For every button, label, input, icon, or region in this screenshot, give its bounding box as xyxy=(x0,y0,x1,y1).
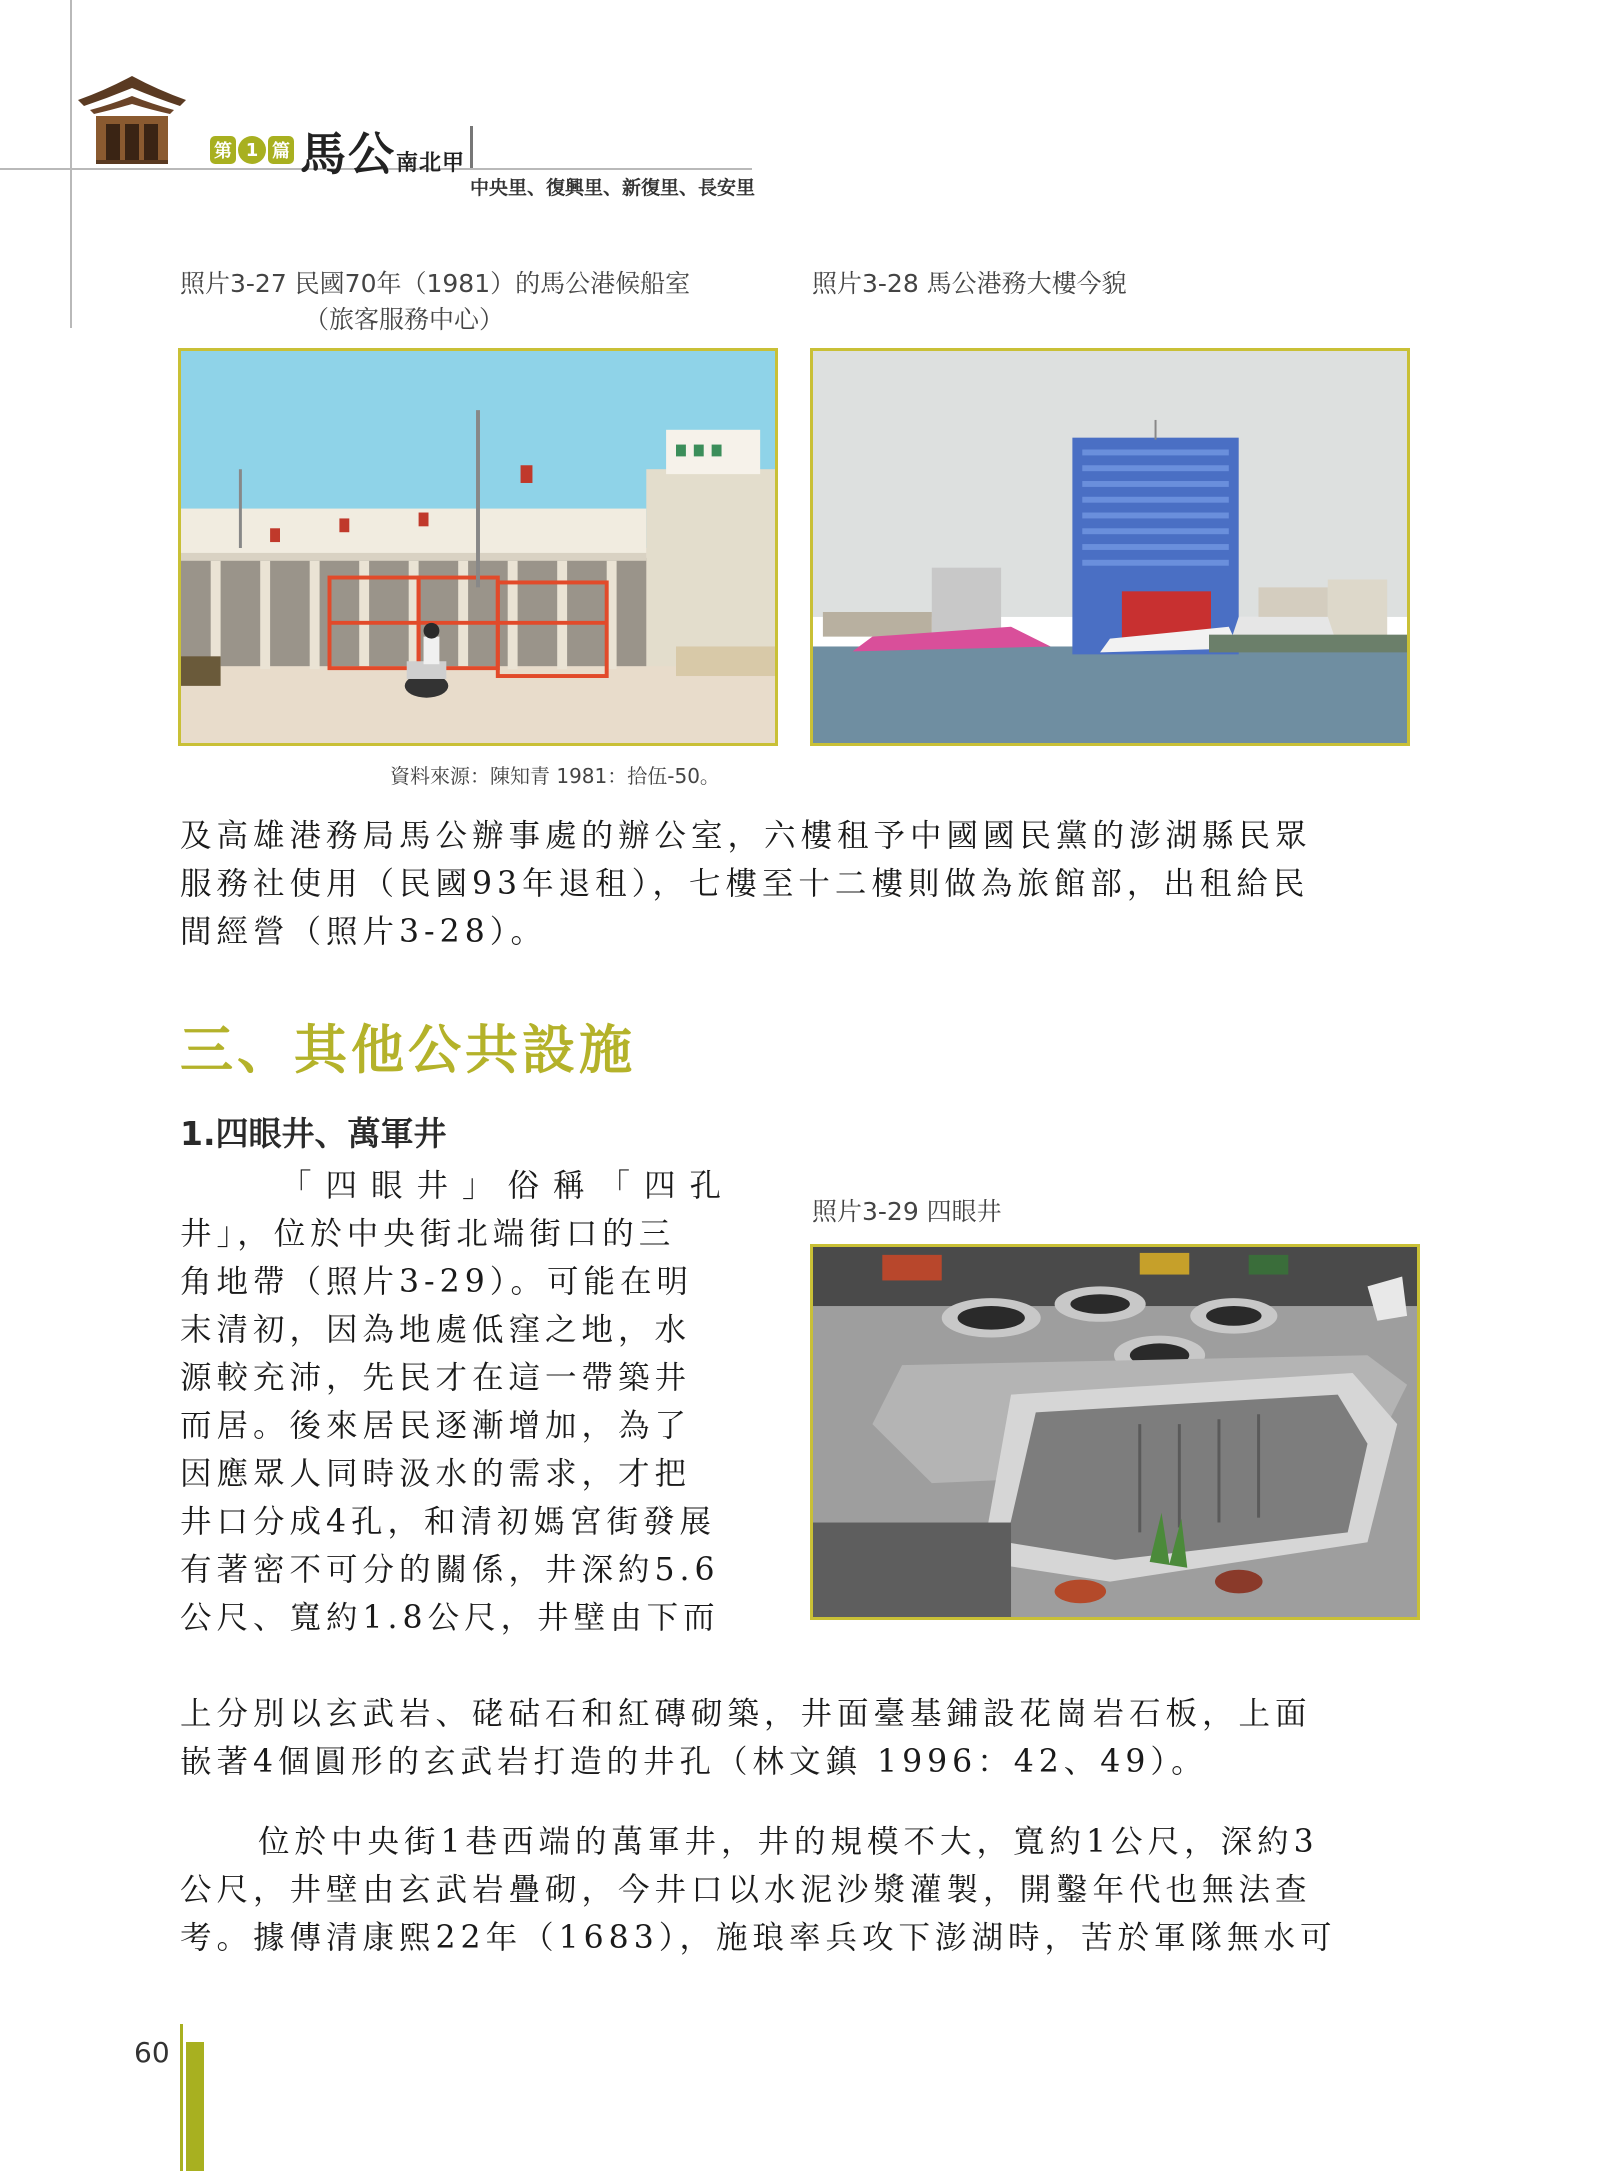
paragraph-2-line: 上分別以玄武岩、硓𥑮石和紅磚砌築，井面臺基鋪設花崗岩石板，上面 xyxy=(180,1696,1312,1732)
paragraph-2-line: 因應眾人同時汲水的需求，才把 xyxy=(180,1456,692,1492)
section-heading: 三、其他公共設施 xyxy=(180,1019,636,1081)
photo-3-28-image xyxy=(813,351,1407,743)
chapter-title-main: 馬公 xyxy=(300,127,396,181)
paragraph-2-line: 有著密不可分的關係，井深約5.6 xyxy=(180,1552,720,1588)
paragraph-1-line: 間經營（照片3-28）。 xyxy=(180,914,548,950)
page-number: 60 xyxy=(134,2036,170,2069)
paragraph-2-line: 源較充沛，先民才在這一帶築井 xyxy=(180,1360,692,1396)
chapter-badge-suffix: 篇 xyxy=(268,136,294,164)
photo-3-27-image xyxy=(181,351,775,743)
photo-3-28-port-building xyxy=(810,348,1410,746)
paragraph-1-line: 服務社使用（民國93年退租），七樓至十二樓則做為旅館部，出租給民 xyxy=(180,866,1310,902)
paragraph-3-line: 位於中央街1巷西端的萬軍井，井的規模不大，寬約1公尺，深約3 xyxy=(258,1824,1319,1860)
chapter-badge xyxy=(210,135,294,165)
temple-roof-icon xyxy=(76,66,188,164)
paragraph-1 xyxy=(180,812,1420,956)
chapter-subregions: 中央里、復興里、新復里、長安里 xyxy=(470,177,756,199)
paragraph-2-line: 公尺、寬約1.8公尺，井壁由下而 xyxy=(180,1600,720,1636)
paragraph-2-line: 「四眼井」俗稱「四孔 xyxy=(280,1168,736,1204)
paragraph-3-line: 考。據傳清康熙22年（1683），施琅率兵攻下澎湖時，苦於軍隊無水可 xyxy=(180,1920,1337,1956)
photo-3-27-caption xyxy=(180,266,690,338)
chapter-badge-number: 1 xyxy=(238,136,266,164)
chapter-title-divider xyxy=(470,126,473,168)
chapter-title xyxy=(300,118,465,184)
chapter-badge-prefix: 第 xyxy=(210,136,236,164)
header-vertical-rule xyxy=(70,0,72,328)
photo-3-28-caption: 照片3-28 馬公港務大樓今貌 xyxy=(812,269,1127,298)
photo-source: 資料來源：陳知青 1981：拾伍-50。 xyxy=(390,764,720,788)
photo-3-27-caption-line1: 照片3-27 民國70年（1981）的馬公港候船室 xyxy=(180,269,691,298)
photo-3-27-ferry-terminal xyxy=(178,348,778,746)
paragraph-2-line: 井」，位於中央街北端街口的三 xyxy=(180,1216,676,1252)
footer-rule xyxy=(186,2042,204,2171)
paragraph-2-line: 嵌著4個圓形的玄武岩打造的井孔（林文鎮 1996：42、49）。 xyxy=(180,1744,1208,1780)
photo-3-29-four-eye-well xyxy=(810,1244,1420,1620)
paragraph-2-narrow xyxy=(180,1162,780,1642)
photo-3-29-caption: 照片3-29 四眼井 xyxy=(812,1197,1002,1226)
paragraph-2-line: 而居。後來居民逐漸增加，為了 xyxy=(180,1408,692,1444)
subsection-heading: 1.四眼井、萬軍井 xyxy=(180,1114,447,1153)
paragraph-2-wide xyxy=(180,1690,1420,1786)
paragraph-2-line: 井口分成4孔，和清初媽宮街發展 xyxy=(180,1504,717,1540)
paragraph-3-line: 公尺，井壁由玄武岩疊砌，今井口以水泥沙漿灌製，開鑿年代也無法查 xyxy=(180,1872,1312,1908)
photo-3-29-image xyxy=(813,1247,1417,1617)
chapter-title-small: 南北甲 xyxy=(396,150,466,176)
paragraph-1-line: 及高雄港務局馬公辦事處的辦公室，六樓租予中國國民黨的澎湖縣民眾 xyxy=(180,818,1312,854)
paragraph-2-line: 末清初，因為地處低窪之地，水 xyxy=(180,1312,692,1348)
paragraph-2-line: 角地帶（照片3-29）。可能在明 xyxy=(180,1264,694,1300)
photo-3-27-caption-line2: （旅客服務中心） xyxy=(304,305,505,334)
footer-rule-thin xyxy=(180,2024,183,2171)
paragraph-3 xyxy=(180,1818,1420,1962)
